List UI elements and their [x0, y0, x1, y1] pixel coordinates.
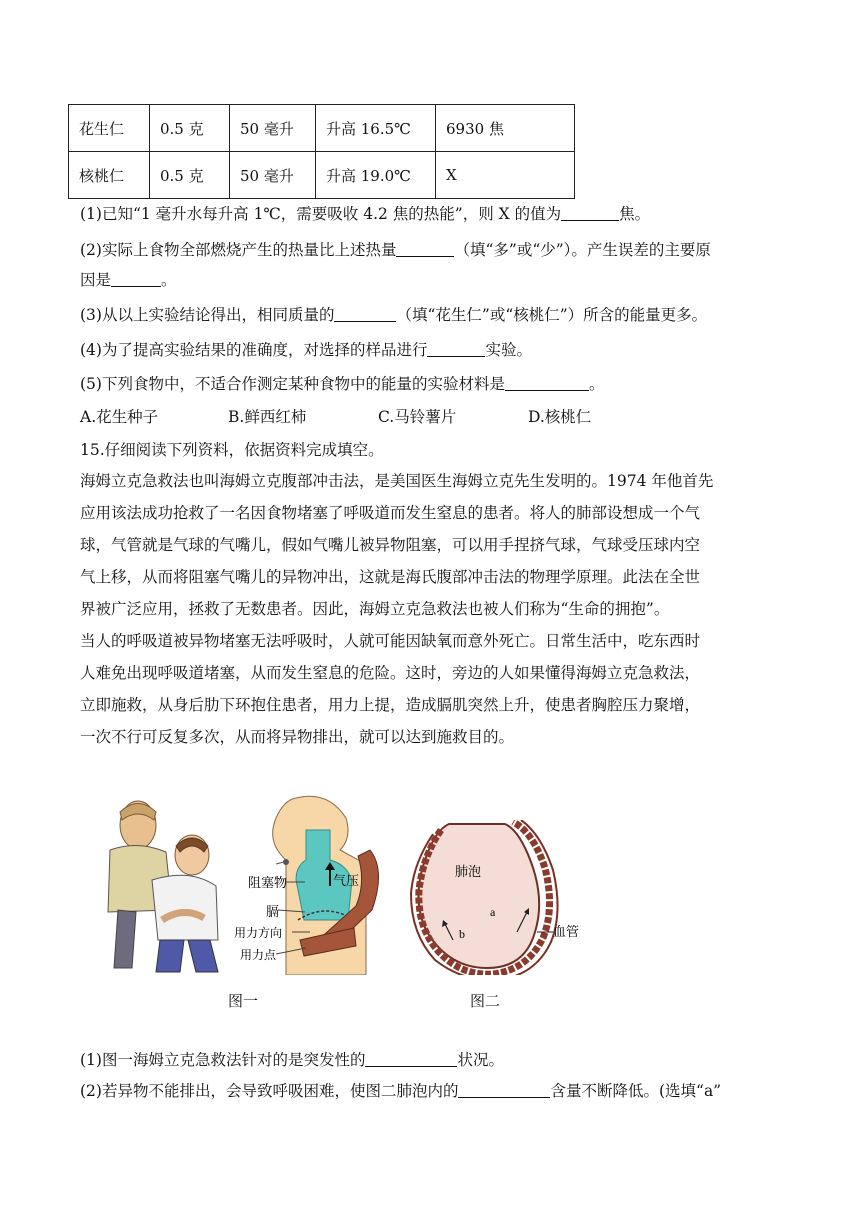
table-cell: 核桃仁 — [69, 152, 150, 199]
option-b[interactable]: B.鲜西红柿 — [228, 408, 307, 426]
question-text: （填“多”或“少”）。产生误差的主要原 — [454, 241, 711, 259]
label-force-direction: 用力方向 — [234, 926, 283, 940]
paragraph-line: 气上移，从而将阻塞气嘴儿的异物冲出，这就是海氏腹部冲击法的物理学原理。此法在全世 — [80, 568, 701, 586]
label-diaphragm: 膈 — [266, 905, 280, 920]
label-b: b — [459, 927, 465, 941]
question-14-1 — [80, 204, 650, 224]
table-cell: 升高 19.0℃ — [316, 152, 436, 199]
table-row — [69, 152, 575, 199]
question-text: (5)下列食物中，不适合作测定某种食物中的能量的实验材料是 — [80, 375, 505, 393]
table-row — [69, 105, 575, 152]
answer-blank[interactable] — [111, 270, 161, 287]
answer-blank[interactable] — [505, 374, 589, 391]
table-cell: 0.5 克 — [150, 105, 230, 152]
question-15-2 — [80, 1081, 721, 1101]
table-cell: 50 毫升 — [230, 105, 316, 152]
figure-2-caption: 图二 — [470, 992, 501, 1010]
question-text: 含量不断降低。(选填“a” — [550, 1082, 722, 1100]
table-cell: 升高 16.5℃ — [316, 105, 436, 152]
paragraph-line: 一次不行可反复多次，从而将异物排出，就可以达到施救目的。 — [80, 728, 515, 746]
label-alveolus: 肺泡 — [455, 865, 482, 880]
answer-blank[interactable] — [365, 1050, 457, 1067]
alveolus-diagram — [405, 820, 595, 975]
answer-blank[interactable] — [561, 204, 619, 221]
option-c[interactable]: C.马铃薯片 — [378, 408, 457, 426]
figure-1-caption: 图一 — [228, 992, 259, 1010]
question-text: 焦。 — [619, 205, 651, 223]
question-text: 实验。 — [485, 341, 532, 359]
question-text: (3)从以上实验结论得出，相同质量的 — [80, 306, 335, 324]
question-text: 。 — [588, 375, 605, 393]
question-15-1 — [80, 1050, 504, 1070]
label-blood-vessel: 血管 — [553, 925, 580, 940]
question-14-2 — [80, 240, 711, 260]
table-cell: 50 毫升 — [230, 152, 316, 199]
paragraph-line: 当人的呼吸道被异物堵塞无法呼吸时，人就可能因缺氧而意外死亡。日常生活中，吃东西时 — [80, 632, 701, 650]
torso-diagram — [273, 796, 379, 975]
question-text: (1)已知“1 毫升水每升高 1℃，需要吸收 4.2 焦的热能”，则 X 的值为 — [80, 205, 562, 223]
question-14-4 — [80, 340, 532, 360]
paragraph-line: 球，气管就是气球的气嘴儿，假如气嘴儿被异物阻塞，可以用手捏挤气球，气球受压球内空 — [80, 536, 701, 554]
label-force-point: 用力点 — [240, 948, 277, 962]
heimlich-illustration — [100, 790, 380, 975]
option-a[interactable]: A.花生种子 — [80, 408, 159, 426]
question-text: (2)实际上食物全部燃烧产生的热量比上述热量 — [80, 241, 397, 259]
question-text: （填“花生仁”或“核桃仁”）所含的能量更多。 — [396, 306, 708, 324]
table-cell: 花生仁 — [69, 105, 150, 152]
question-14-5 — [80, 374, 604, 394]
question-14-options — [80, 407, 591, 427]
table-cell: X — [436, 152, 575, 199]
answer-blank[interactable] — [458, 1081, 550, 1098]
answer-blank[interactable] — [396, 240, 454, 257]
label-obstruction: 阻塞物 — [248, 876, 288, 891]
option-d[interactable]: D.核桃仁 — [528, 408, 592, 426]
paragraph-line: 应用该法成功抢救了一名因食物堵塞了呼吸道而发生窒息的患者。将人的肺部设想成一个气 — [80, 504, 701, 522]
paragraph-line: 人难免出现呼吸道堵塞，从而发生窒息的危险。这时，旁边的人如果懂得海姆立克急救法， — [80, 664, 701, 682]
question-text: (4)为了提高实验结果的准确度，对选择的样品进行 — [80, 341, 428, 359]
question-15-title: 15.仔细阅读下列资料，依据资料完成填空。 — [80, 441, 384, 459]
energy-data-table — [68, 104, 575, 199]
answer-blank[interactable] — [334, 305, 396, 322]
question-text: (2)若异物不能排出，会导致呼吸困难，使图二肺泡内的 — [80, 1082, 459, 1100]
answer-blank[interactable] — [427, 340, 485, 357]
question-text: 状况。 — [457, 1051, 504, 1069]
label-air-pressure: 气压 — [333, 874, 360, 889]
question-text: 因是 — [80, 271, 112, 289]
question-14-2-cont — [80, 270, 177, 290]
paragraph-line: 立即施救，从身后肋下环抱住患者，用力上提，造成膈肌突然上升，使患者胸腔压力聚增， — [80, 696, 701, 714]
paragraph-line: 界被广泛应用，拯救了无数患者。因此，海姆立克急救法也被人们称为“生命的拥抱”。 — [80, 600, 670, 618]
question-14-3 — [80, 305, 707, 325]
question-text: (1)图一海姆立克急救法针对的是突发性的 — [80, 1051, 366, 1069]
label-a: a — [490, 905, 496, 919]
table-cell: 6930 焦 — [436, 105, 575, 152]
paragraph-line: 海姆立克急救法也叫海姆立克腹部冲击法，是美国医生海姆立克先生发明的。1974 年他首先 — [80, 472, 714, 490]
table-cell: 0.5 克 — [150, 152, 230, 199]
question-text: 。 — [161, 271, 177, 289]
